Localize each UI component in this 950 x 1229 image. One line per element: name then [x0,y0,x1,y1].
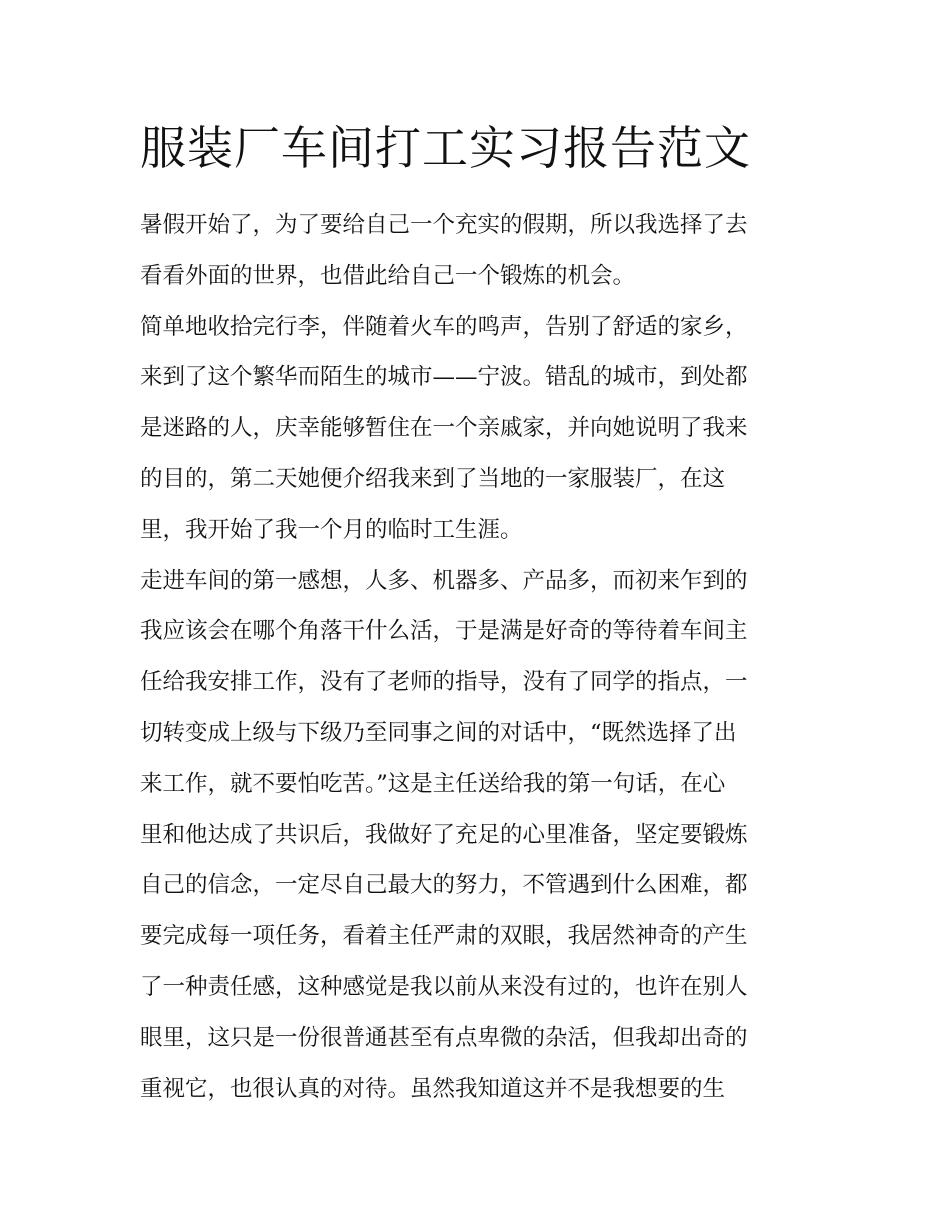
text-line: 来工作，就不要怕吃苦。”这是主任送给我的第一句话，在心 [140,770,726,797]
text-line: 来到了这个繁华而陌生的城市——宁波。错乱的城市，到处都 [140,364,748,391]
text-line: 自己的信念，一定尽自己最大的努力，不管遇到什么困难，都 [140,872,748,899]
text-line: 我应该会在哪个角落干什么活，于是满是好奇的等待着车间主 [140,618,748,645]
text-line: 看看外面的世界，也借此给自己一个锻炼的机会。 [140,262,636,289]
text-line: 眼里，这只是一份很普通甚至有点卑微的杂活，但我却出奇的 [140,1024,748,1051]
text-line: 了一种责任感，这种感觉是我以前从来没有过的，也许在别人 [140,973,748,1000]
text-line: 要完成每一项任务，看着主任严肃的双眼，我居然神奇的产生 [140,923,748,950]
document-title: 服装厂车间打工实习报告范文 [140,121,751,175]
text-line: 里，我开始了我一个月的临时工生涯。 [140,516,523,543]
text-line: 重视它，也很认真的对待。虽然我知道这并不是我想要的生 [140,1075,726,1102]
text-line: 走进车间的第一感想，人多、机器多、产品多，而初来乍到的 [140,567,748,594]
text-line: 任给我安排工作，没有了老师的指导，没有了同学的指点，一 [140,669,748,696]
text-line: 里和他达成了共识后，我做好了充足的心里准备，坚定要锻炼 [140,821,748,848]
document-body [140,200,820,1114]
text-line: 暑假开始了，为了要给自己一个充实的假期，所以我选择了去 [140,212,748,238]
text-line: 是迷路的人，庆幸能够暂住在一个亲戚家，并向她说明了我来 [140,415,748,442]
text-line: 简单地收拾完行李，伴随着火车的鸣声，告别了舒适的家乡， [140,313,748,340]
text-line: 切转变成上级与下级乃至同事之间的对话中，“既然选择了出 [140,719,737,746]
text-line: 的目的，第二天她便介绍我来到了当地的一家服装厂，在这 [140,465,726,492]
